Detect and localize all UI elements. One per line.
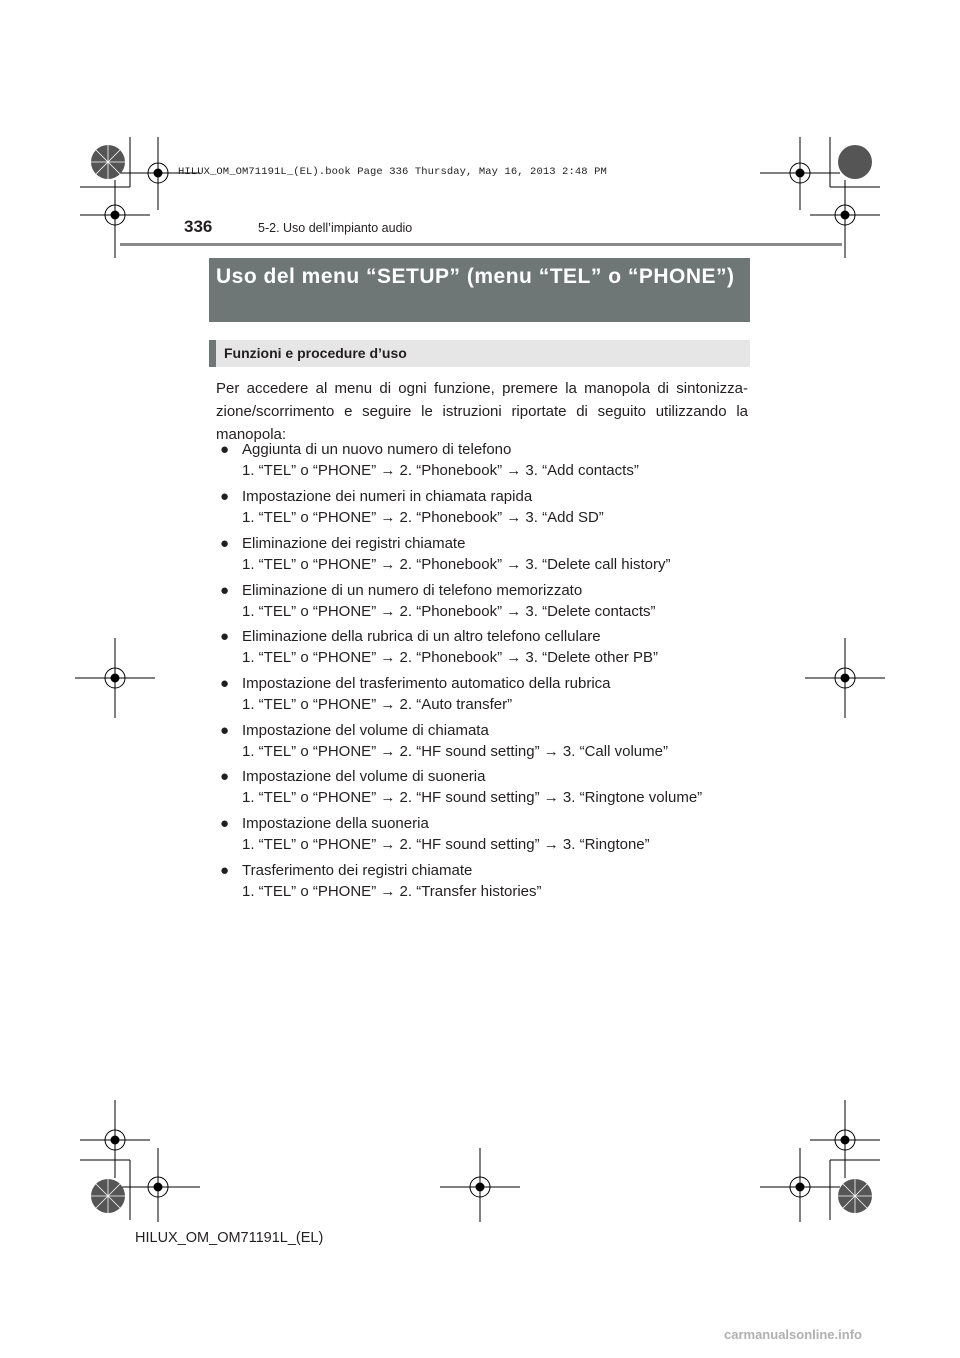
section-label: 5-2. Uso dell’impianto audio <box>258 221 413 235</box>
page-number: 336 <box>184 217 213 236</box>
item-path: 1. “TEL” o “PHONE” → 2. “Phonebook” → 3. “Add SD” <box>242 509 604 526</box>
item-title: Impostazione del volume di suoneria <box>242 768 486 785</box>
item-path: 1. “TEL” o “PHONE” → 2. “Auto transfer” <box>242 696 513 713</box>
bullet-icon: ● <box>220 488 230 505</box>
item-title: Aggiunta di un nuovo numero di telefono <box>242 441 512 458</box>
item-path: 1. “TEL” o “PHONE” → 2. “Phonebook” → 3. “Delete call history” <box>242 556 671 573</box>
subheading: Funzioni e procedure d’uso <box>224 345 407 361</box>
bullet-icon: ● <box>220 628 230 645</box>
bullet-icon: ● <box>220 722 230 739</box>
bullet-icon: ● <box>220 862 230 879</box>
item-path: 1. “TEL” o “PHONE” → 2. “HF sound setting” → 3. “Call volume” <box>242 743 668 760</box>
item-title: Eliminazione della rubrica di un altro telefono cellulare <box>242 628 601 645</box>
header-rule <box>120 243 842 246</box>
item-title: Impostazione dei numeri in chiamata rapida <box>242 488 533 505</box>
item-title: Impostazione del volume di chiamata <box>242 722 489 739</box>
intro-paragraph: Per accedere al menu di ogni funzione, premere la manopola di sintonizza-zione/scorrimento e seguire le istruzioni riportate di seguito utilizzando la manopola: <box>216 380 748 443</box>
bullet-icon: ● <box>220 768 230 785</box>
bullet-icon: ● <box>220 815 230 832</box>
item-title: Eliminazione di un numero di telefono memorizzato <box>242 582 583 599</box>
item-title: Impostazione della suoneria <box>242 815 429 832</box>
title-banner <box>209 258 750 322</box>
item-title: Impostazione del trasferimento automatico della rubrica <box>242 675 611 692</box>
item-title: Trasferimento dei registri chiamate <box>242 862 473 879</box>
bullet-icon: ● <box>220 582 230 599</box>
item-path: 1. “TEL” o “PHONE” → 2. “HF sound setting” → 3. “Ringtone volume” <box>242 789 703 806</box>
item-path: 1. “TEL” o “PHONE” → 2. “Phonebook” → 3. “Delete contacts” <box>242 603 656 620</box>
subheading-accent <box>209 340 216 367</box>
watermark: carmanualsonline.info <box>724 1327 862 1342</box>
print-info-line: HILUX_OM_OM71191L_(EL).book Page 336 Thursday, May 16, 2013 2:48 PM <box>178 166 607 178</box>
item-path: 1. “TEL” o “PHONE” → 2. “Phonebook” → 3. “Delete other PB” <box>242 649 658 666</box>
bullet-icon: ● <box>220 535 230 552</box>
footer-code: HILUX_OM_OM71191L_(EL) <box>135 1230 324 1246</box>
item-title: Eliminazione dei registri chiamate <box>242 535 466 552</box>
bullet-icon: ● <box>220 675 230 692</box>
bullet-icon: ● <box>220 441 230 458</box>
item-path: 1. “TEL” o “PHONE” → 2. “HF sound setting” → 3. “Ringtone” <box>242 836 650 853</box>
item-path: 1. “TEL” o “PHONE” → 2. “Phonebook” → 3. “Add contacts” <box>242 462 639 479</box>
page-title: Uso del menu “SETUP” (menu “TEL” o “PHONE”) <box>216 265 735 288</box>
item-path: 1. “TEL” o “PHONE” → 2. “Transfer histories” <box>242 883 542 900</box>
